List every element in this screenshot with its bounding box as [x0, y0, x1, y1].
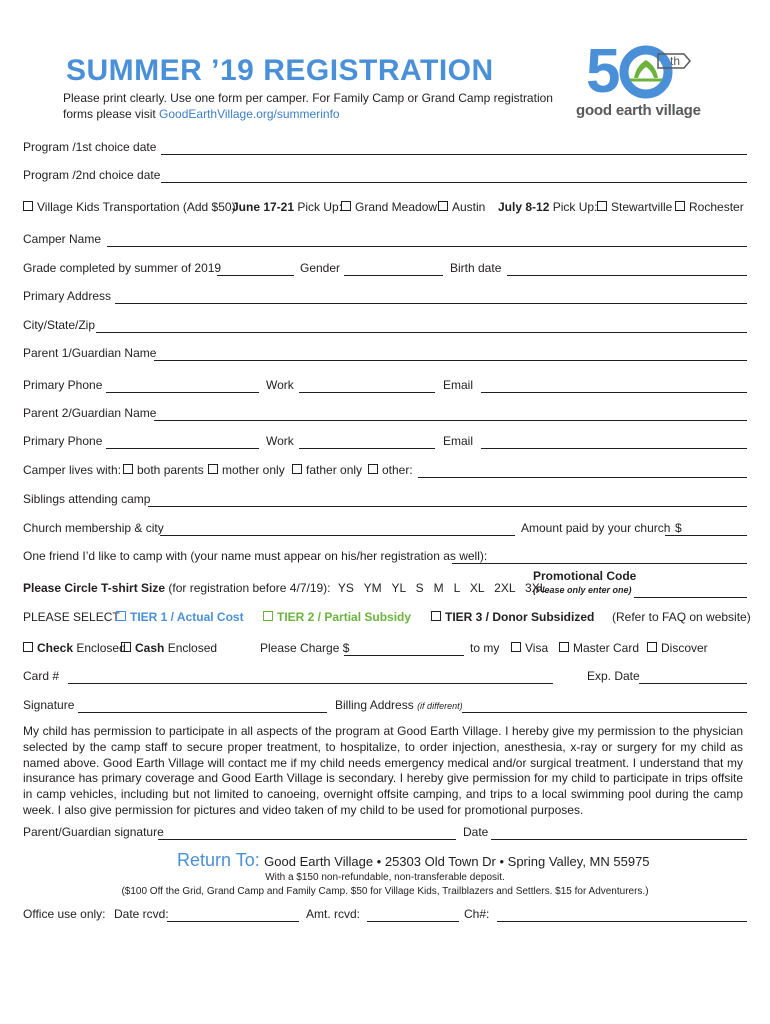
summerinfo-link[interactable]: GoodEarthVillage.org/summerinfo [159, 107, 340, 121]
mother-only-checkbox[interactable] [208, 464, 218, 474]
parent-1-email-label: Email [443, 378, 474, 392]
logo-suffix: th [670, 54, 681, 68]
return-address: Good Earth Village • 25303 Old Town Dr • Spring Valley, MN 55975 [264, 854, 650, 869]
discounts-note: ($100 Off the Grid, Grand Camp and Family Camp. $50 for Village Kids, Trailblazers and Settlers. $15 for Adventurers.) [121, 886, 649, 897]
primary-address-field[interactable] [115, 303, 747, 304]
promo-note: (Please only enter one) [533, 585, 632, 595]
dollar-sign: $ [675, 521, 682, 535]
signature-date-label: Date [463, 825, 489, 839]
grand-meadow-option[interactable] [341, 200, 437, 214]
parent-1-work-field[interactable] [299, 392, 435, 393]
to-my-label: to my [470, 641, 500, 655]
stewartville-checkbox[interactable] [597, 201, 607, 211]
stewartville-label: Stewartville [611, 200, 673, 214]
return-to-label: Return To: [177, 850, 260, 870]
date-rcvd-label: Date rcvd: [114, 907, 169, 921]
ch-field[interactable] [497, 921, 747, 922]
check-enclosed-label: Enclosed [76, 641, 126, 655]
parent-2-phone-field[interactable] [106, 448, 259, 449]
parent-2-work-label: Work [266, 434, 294, 448]
signature-date-field[interactable] [491, 839, 747, 840]
parent-1-field[interactable] [154, 360, 747, 361]
tier-1-checkbox[interactable] [116, 611, 126, 621]
check-label: Check [37, 641, 74, 655]
program-2-label: Program /2nd choice date [23, 168, 161, 182]
other-checkbox[interactable] [368, 464, 378, 474]
austin-label: Austin [452, 200, 486, 214]
siblings-field[interactable] [148, 506, 747, 507]
logo [576, 34, 701, 124]
refer-faq-note: (Refer to FAQ on website) [612, 610, 751, 624]
father-only-label: father only [306, 463, 363, 477]
check-option[interactable] [23, 641, 126, 655]
billing-if-different: (if different) [417, 701, 463, 711]
billing-address-field[interactable] [462, 712, 747, 713]
city-state-zip-label: City/State/Zip [23, 318, 96, 332]
tshirt-row [23, 581, 546, 595]
permission-text: My child has permission to participate in all aspects of the program at Good Earth Village. I hereby give my permission to the physician selected by the camp staff to secure proper treatment, to hospitalize, to order injection, anesthesia, x-ray or surgery for my child as named above. Good Earth Village will contact me if my child needs emergency medical and/or surgical treatment. I understand that my insurance has primary coverage and Good Earth Village is secondary. I hereby give permission for my child to participate in trips offsite in camp vehicles, including but not limited to canoeing, overnight offsite camping, and trips to a local swimming pool during the camp week. I also give permission for pictures and video taken of my child to be used for promotional purposes. [23, 724, 743, 817]
program-1-label: Program /1st choice date [23, 140, 157, 154]
july-pickup [498, 200, 597, 214]
grade-label: Grade completed by summer of 2019 [23, 261, 222, 275]
church-field[interactable] [160, 535, 515, 536]
parent-1-email-field[interactable] [481, 392, 747, 393]
parent-1-phone-field[interactable] [106, 392, 259, 393]
master-card-checkbox[interactable] [559, 642, 569, 652]
parent-2-email-field[interactable] [481, 448, 747, 449]
rochester-option[interactable] [675, 200, 744, 214]
exp-date-field[interactable] [639, 683, 747, 684]
visa-option[interactable] [511, 641, 548, 655]
grand-meadow-checkbox[interactable] [341, 201, 351, 211]
parent-2-email-label: Email [443, 434, 474, 448]
tshirt-sizes[interactable]: YS YM YL S M L XL 2XL 3XL [337, 581, 547, 595]
deposit-note: With a $150 non-refundable, non-transferable deposit. [265, 872, 505, 883]
card-number-label: Card # [23, 669, 60, 683]
rochester-label: Rochester [689, 200, 744, 214]
tier-1-option[interactable] [116, 610, 244, 624]
primary-address-label: Primary Address [23, 289, 112, 303]
both-parents-option[interactable] [123, 463, 204, 477]
tier-2-option[interactable] [263, 610, 411, 624]
father-only-checkbox[interactable] [292, 464, 302, 474]
intro-line-2-prefix: forms please visit [63, 107, 160, 121]
master-card-label: Master Card [573, 641, 640, 655]
camper-name-field[interactable] [107, 246, 747, 247]
birth-date-field[interactable] [507, 275, 747, 276]
svg-text:5: 5 [586, 37, 621, 106]
tier-1-label: TIER 1 / Actual Cost [130, 610, 244, 624]
transport-label: Village Kids Transportation (Add $50) [37, 200, 236, 214]
intro-line-2 [63, 106, 340, 122]
parent-2-label: Parent 2/Guardian Name [23, 406, 157, 420]
cash-label: Cash [135, 641, 165, 655]
grade-field[interactable] [217, 275, 294, 276]
rochester-checkbox[interactable] [675, 201, 685, 211]
friend-label: One friend I’d like to camp with (your name must appear on his/her registration as well): [23, 549, 488, 563]
other-option[interactable] [368, 463, 413, 477]
billing-address-row [335, 698, 463, 712]
please-charge-label: Please Charge $ [260, 641, 350, 655]
tier-2-label: TIER 2 / Partial Subsidy [277, 610, 412, 624]
amt-rcvd-field[interactable] [367, 921, 459, 922]
austin-option[interactable] [438, 200, 485, 214]
parent-1-label: Parent 1/Guardian Name [23, 346, 157, 360]
amount-paid-field[interactable] [665, 535, 747, 536]
birth-date-label: Birth date [450, 261, 502, 275]
discover-checkbox[interactable] [647, 642, 657, 652]
master-card-option[interactable] [559, 641, 639, 655]
july-pickup-label: Pick Up: [552, 200, 598, 214]
lives-with-label: Camper lives with: [23, 463, 122, 477]
siblings-label: Siblings attending camp [23, 492, 151, 506]
exp-date-label: Exp. Date [587, 669, 640, 683]
mother-only-option[interactable] [208, 463, 285, 477]
tshirt-note: (for registration before 4/7/19): [168, 581, 331, 595]
ch-label: Ch#: [464, 907, 490, 921]
parent-1-work-label: Work [266, 378, 294, 392]
austin-checkbox[interactable] [438, 201, 448, 211]
amt-rcvd-label: Amt. rcvd: [306, 907, 361, 921]
discover-label: Discover [661, 641, 708, 655]
visa-label: Visa [525, 641, 549, 655]
city-state-zip-field[interactable] [96, 332, 747, 333]
office-use-label: Office use only: [23, 907, 106, 921]
gender-field[interactable] [344, 275, 443, 276]
friend-field[interactable] [452, 563, 747, 564]
mother-only-label: mother only [222, 463, 285, 477]
tier-3-option[interactable] [431, 610, 594, 624]
parent-2-phone-label: Primary Phone [23, 434, 103, 448]
intro-line-1: Please print clearly. Use one form per camper. For Family Camp or Grand Camp registration [63, 91, 553, 105]
other-label: other: [382, 463, 413, 477]
cash-option[interactable] [121, 641, 217, 655]
tshirt-label: Please Circle T-shirt Size [23, 581, 166, 595]
card-number-field[interactable] [68, 683, 553, 684]
june-date: June 17-21 [232, 200, 295, 214]
june-pickup-label: Pick Up: [297, 200, 343, 214]
gender-label: Gender [300, 261, 341, 275]
june-pickup [232, 200, 342, 214]
father-only-option[interactable] [292, 463, 362, 477]
amount-paid-label: Amount paid by your church [521, 521, 671, 535]
tier-3-label: TIER 3 / Donor Subsidized [445, 610, 595, 624]
transport-checkbox[interactable] [23, 201, 33, 211]
cash-enclosed-label: Enclosed [167, 641, 218, 655]
stewartville-option[interactable] [597, 200, 672, 214]
visa-checkbox[interactable] [511, 642, 521, 652]
grand-meadow-label: Grand Meadow [355, 200, 438, 214]
check-checkbox[interactable] [23, 642, 33, 652]
parent-2-work-field[interactable] [299, 448, 435, 449]
program-1-field[interactable] [161, 154, 747, 155]
both-parents-label: both parents [137, 463, 204, 477]
promo-code-label: Promotional Code [533, 569, 637, 583]
date-rcvd-field[interactable] [167, 921, 299, 922]
transport-option[interactable] [23, 200, 236, 214]
discover-option[interactable] [647, 641, 708, 655]
return-to-row [177, 850, 650, 871]
promo-code-field[interactable] [634, 597, 747, 598]
logo-name: good earth village [576, 102, 701, 119]
cash-checkbox[interactable] [121, 642, 131, 652]
both-parents-checkbox[interactable] [123, 464, 133, 474]
signature-label: Signature [23, 698, 75, 712]
other-field[interactable] [418, 477, 747, 478]
tier-3-checkbox[interactable] [431, 611, 441, 621]
tier-2-checkbox[interactable] [263, 611, 273, 621]
program-2-field[interactable] [161, 182, 747, 183]
page-title: SUMMER ’19 REGISTRATION [66, 54, 494, 87]
parent-signature-field[interactable] [158, 839, 456, 840]
parent-signature-label: Parent/Guardian signature [23, 825, 164, 839]
church-label: Church membership & city [23, 521, 164, 535]
parent-1-phone-label: Primary Phone [23, 378, 103, 392]
signature-field[interactable] [78, 712, 327, 713]
charge-amount-field[interactable] [344, 655, 464, 656]
camper-name-label: Camper Name [23, 232, 102, 246]
july-date: July 8-12 [498, 200, 550, 214]
please-select-label: PLEASE SELECT [23, 610, 120, 624]
parent-2-field[interactable] [154, 420, 747, 421]
billing-address-label: Billing Address [335, 698, 414, 712]
